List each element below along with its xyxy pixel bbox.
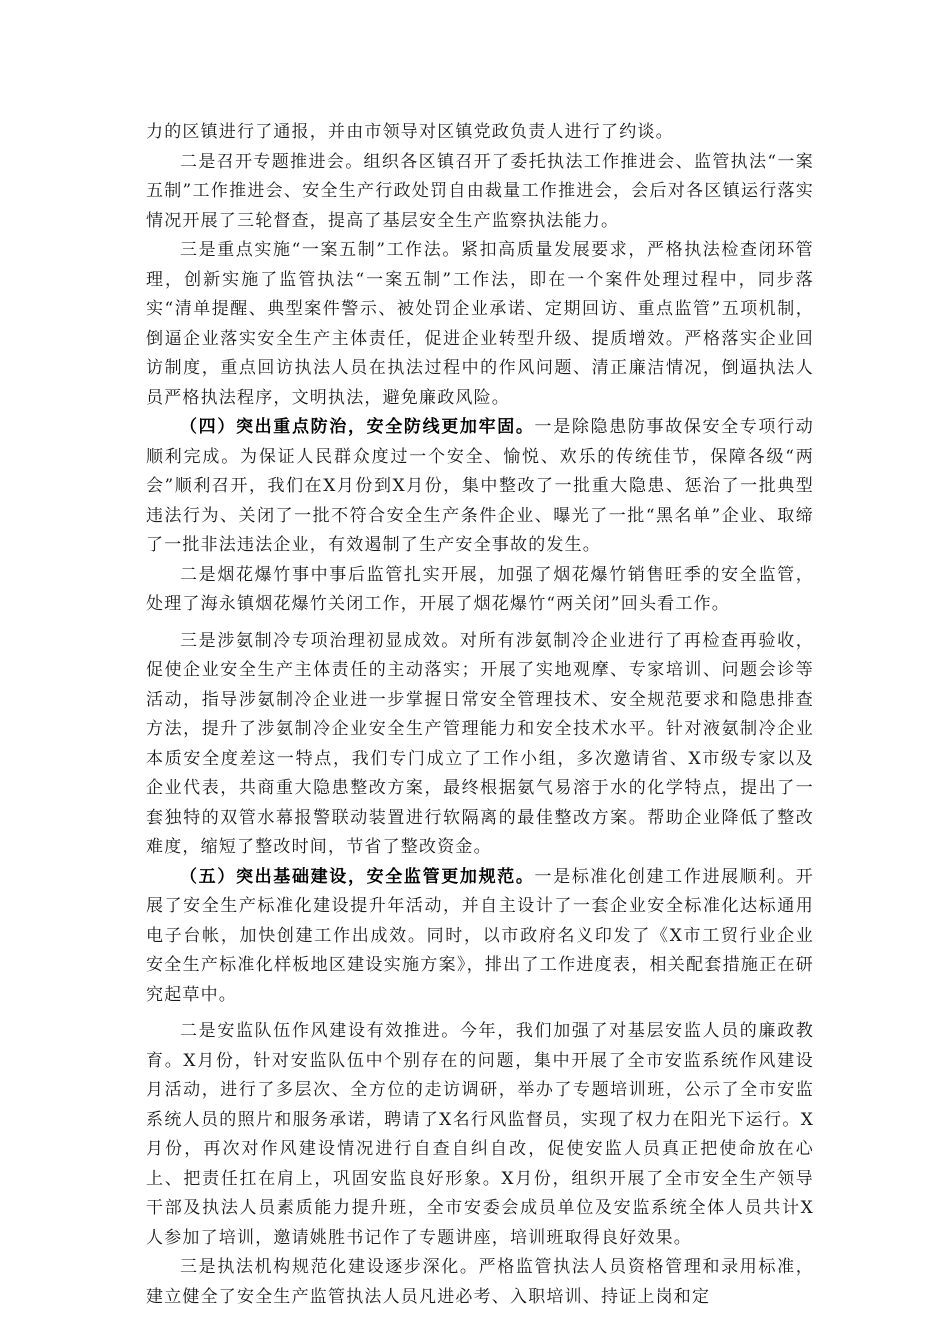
- paragraph-2-text: 二是召开专题推进会。组织各区镇召开了委托执法工作推进会、监管执法“一案五制”工作推进会、安全生产行政处罚自由裁量工作推进会，会后对各区镇运行落实情况开展了三轮督查，提高了基层安全生产监察执法能力。: [146, 151, 814, 231]
- paragraph-5: [146, 561, 814, 620]
- paragraph-2: [146, 148, 814, 237]
- paragraph-1-text: 力的区镇进行了通报，并由市领导对区镇党政负责人进行了约谈。: [146, 122, 674, 142]
- paragraph-9-text: 三是执法机构规范化建设逐步深化。严格监管执法人员资格管理和录用标准，建立健全了安全生产监管执法人员凡进必考、入职培训、持证上岗和定: [146, 1257, 814, 1307]
- paragraph-7: [146, 863, 814, 1011]
- paragraph-3-text: 三是重点实施“一案五制”工作法。紧扣高质量发展要求，严格执法检查闭环管理，创新实施了监管执法“一案五制”工作法，即在一个案件处理过程中，同步落实“清单提醒、典型案件警示、被处罚企业承诺、定期回访、重点监管”五项机制，倒逼企业落实安全生产主体责任，促进企业转型升级、提质增效。严格落实企业回访制度，重点回访执法人员在执法过程中的作风问题、清正廉洁情况，倒逼执法人员严格执法程序，文明执法，避免廉政风险。: [146, 240, 814, 408]
- paragraph-9: [146, 1253, 814, 1312]
- paragraph-6-text: 三是涉氨制冷专项治理初显成效。对所有涉氨制冷企业进行了再检查再验收，促使企业安全生产主体责任的主动落实；开展了实地观摩、专家培训、问题会诊等活动，指导涉氨制冷企业进一步掌握日常安全管理技术、安全规范要求和隐患排查方法，提升了涉氨制冷企业安全生产管理能力和安全技术水平。针对液氨制冷企业本质安全度差这一特点，我们专门成立了工作小组，多次邀请省、X市级专家以及企业代表，共商重大隐患整改方案，最终根据氨气易溶于水的化学特点，提出了一套独特的双管水幕报警联动装置进行软隔离的最佳整改方案。帮助企业降低了整改难度，缩短了整改时间，节省了整改资金。: [146, 630, 814, 857]
- section-heading-4: （四）突出重点防治，安全防线更加牢固。: [180, 417, 535, 437]
- section-heading-5: （五）突出基础建设，安全监管更加规范。: [180, 866, 535, 887]
- paragraph-6: [146, 627, 814, 863]
- paragraph-3: [146, 236, 814, 413]
- paragraph-5-text: 二是烟花爆竹事中事后监管扎实开展，加强了烟花爆竹销售旺季的安全监管，处理了海永镇烟花爆竹关闭工作，开展了烟花爆竹“两关闭”回头看工作。: [146, 564, 814, 614]
- paragraph-4: [146, 413, 814, 561]
- document-body: [146, 118, 814, 1312]
- paragraph-8: [146, 1017, 814, 1253]
- paragraph-7-text: 一是标准化创建工作进展顺利。开展了安全生产标准化建设提升年活动，并自主设计了一套企业安全标准化达标通用电子台帐，加快创建工作出成效。同时，以市政府名义印发了《X市工贸行业企业安全生产标准化样板地区建设实施方案》，排出了工作进度表，相关配套措施正在研究起草中。: [146, 866, 814, 1005]
- paragraph-1: [146, 118, 814, 148]
- paragraph-8-text: 二是安监队伍作风建设有效推进。今年，我们加强了对基层安监人员的廉政教育。X月份，针对安监队伍中个别存在的问题，集中开展了全市安监系统作风建设月活动，进行了多层次、全方位的走访调研，举办了专题培训班，公示了全市安监系统人员的照片和服务承诺，聘请了X名行风监督员，实现了权力在阳光下运行。X月份，再次对作风建设情况进行自查自纠自改，促使安监人员真正把使命放在心上、把责任扛在肩上，巩固安监良好形象。X月份，组织开展了全市安全生产领导干部及执法人员素质能力提升班，全市安委会成员单位及安监系统全体人员共计X人参加了培训，邀请姚胜书记作了专题讲座，培训班取得良好效果。: [146, 1021, 814, 1248]
- paragraph-4-text: 一是除隐患防事故保安全专项行动顺利完成。为保证人民群众度过一个安全、愉悦、欢乐的传统佳节，保障各级“两会”顺利召开，我们在X月份到X月份，集中整改了一批重大隐患、惩治了一批典型违法行为、关闭了一批不符合安全生产条件企业、曝光了一批“黑名单”企业、取缔了一批非法违法企业，有效遏制了生产安全事故的发生。: [146, 417, 814, 555]
